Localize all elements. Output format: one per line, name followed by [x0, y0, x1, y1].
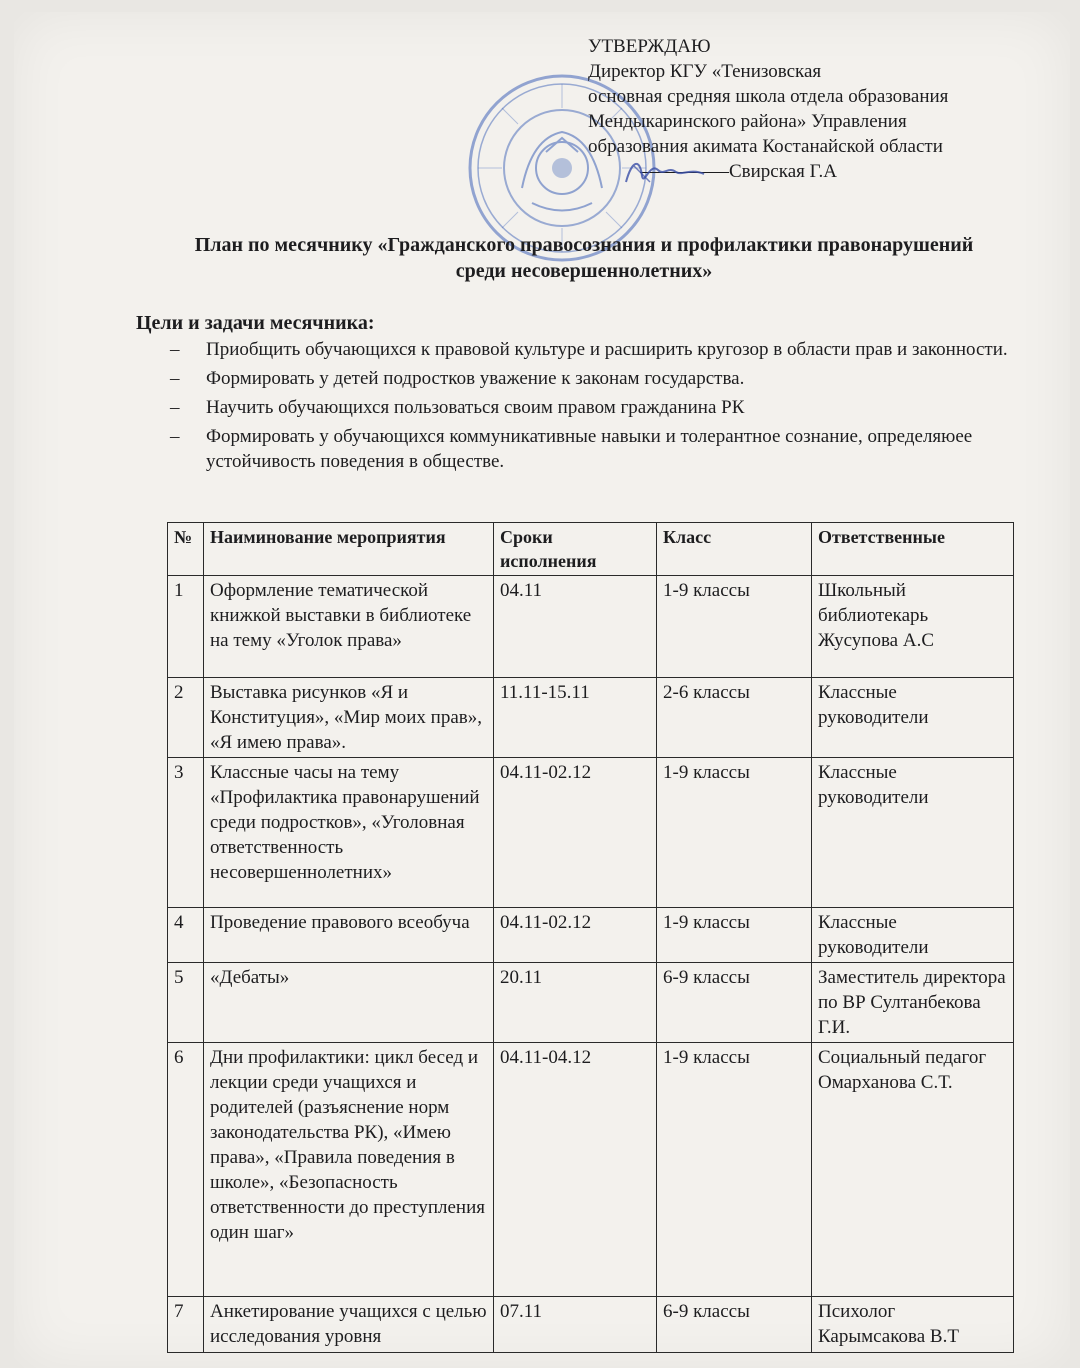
header-dates: Сроки исполнения — [494, 523, 657, 576]
header-event: Наиминование мероприятия — [204, 523, 494, 576]
row-class: 6-9 классы — [657, 1297, 812, 1353]
row-date: 04.11-04.12 — [494, 1043, 657, 1297]
row-date: 07.11 — [494, 1297, 657, 1353]
table-row — [168, 1297, 1014, 1353]
table-row — [168, 678, 1014, 758]
table-row — [168, 1043, 1014, 1297]
row-number: 3 — [168, 758, 204, 908]
row-responsible: Школьный библиотекарь Жусупова А.С — [812, 576, 1014, 678]
goal-item: – Формировать у обучающихся коммуникативные навыки и толерантное сознание, определяюее устойчивость поведения в обществе. — [170, 426, 973, 472]
row-date: 20.11 — [494, 963, 657, 1043]
row-number: 1 — [168, 576, 204, 678]
row-event: Оформление тематической книжкой выставки в библиотеке на тему «Уголок права» — [204, 576, 494, 678]
row-date: 11.11-15.11 — [494, 678, 657, 758]
table-row — [168, 908, 1014, 963]
goals-heading: Цели и задачи месячника: — [136, 312, 375, 334]
approval-line: основная средняя школа отдела образования — [588, 86, 949, 107]
director-name: Свирская Г.А — [729, 161, 837, 182]
row-class: 1-9 классы — [657, 908, 812, 963]
row-event: Анкетирование учащихся с целью исследования уровня — [204, 1297, 494, 1353]
row-responsible: Классные руководители — [812, 678, 1014, 758]
approval-heading: УТВЕРЖДАЮ — [588, 36, 711, 57]
document-title — [134, 232, 1034, 284]
row-responsible: Заместитель директора по ВР Султанбекова Г.И. — [812, 963, 1014, 1043]
goal-item: – Приобщить обучающихся к правовой культуре и расширить кругозор в области прав и законности. — [170, 339, 1008, 360]
row-event: Проведение правового всеобуча — [204, 908, 494, 963]
plan-table — [167, 522, 1014, 1353]
signature-line: —Свирская Г.А — [588, 159, 1028, 184]
row-date: 04.11-02.12 — [494, 758, 657, 908]
document-page — [14, 12, 1070, 1368]
row-class: 2-6 классы — [657, 678, 812, 758]
header-number: № — [168, 523, 204, 576]
approval-line: образования акимата Костанайской области — [588, 136, 943, 157]
row-number: 5 — [168, 963, 204, 1043]
goal-item: – Научить обучающихся пользоваться своим правом гражданина РК — [170, 397, 745, 418]
approval-line: Мендыкаринского района» Управления — [588, 111, 907, 132]
goals-list — [170, 337, 1040, 478]
row-date: 04.11-02.12 — [494, 908, 657, 963]
row-responsible: Социальный педагог Омарханова С.Т. — [812, 1043, 1014, 1297]
row-number: 2 — [168, 678, 204, 758]
header-class: Класс — [657, 523, 812, 576]
row-event: Выставка рисунков «Я и Конституция», «Мир моих прав», «Я имею права». — [204, 678, 494, 758]
table-row — [168, 963, 1014, 1043]
table-header-row — [168, 523, 1014, 576]
header-responsible: Ответственные — [812, 523, 1014, 576]
row-event: «Дебаты» — [204, 963, 494, 1043]
row-date: 04.11 — [494, 576, 657, 678]
row-number: 4 — [168, 908, 204, 963]
row-event: Дни профилактики: цикл бесед и лекции среди учащихся и родителей (разъяснение норм законодательства РК), «Имею права», «Правила поведения в школе», «Безопасность ответственности до преступления один шаг» — [204, 1043, 494, 1297]
approval-line: Директор КГУ «Тенизовская — [588, 61, 822, 82]
row-responsible: Классные руководители — [812, 758, 1014, 908]
row-event: Классные часы на тему «Профилактика правонарушений среди подростков», «Уголовная ответственность несовершеннолетних» — [204, 758, 494, 908]
row-responsible: Психолог Карымсакова В.Т — [812, 1297, 1014, 1353]
row-number: 7 — [168, 1297, 204, 1353]
table-row — [168, 758, 1014, 908]
row-number: 6 — [168, 1043, 204, 1297]
title-line-2: среди несовершеннолетних» — [455, 260, 713, 282]
row-class: 1-9 классы — [657, 576, 812, 678]
director-signature — [620, 152, 710, 192]
table-row — [168, 576, 1014, 678]
goal-item: – Формировать у детей подростков уважение к законам государства. — [170, 368, 745, 389]
row-class: 1-9 классы — [657, 1043, 812, 1297]
row-responsible: Классные руководители — [812, 908, 1014, 963]
row-class: 1-9 классы — [657, 758, 812, 908]
title-line-1: План по месячнику «Гражданского правосознания и профилактики правонарушений — [194, 234, 974, 256]
row-class: 6-9 классы — [657, 963, 812, 1043]
